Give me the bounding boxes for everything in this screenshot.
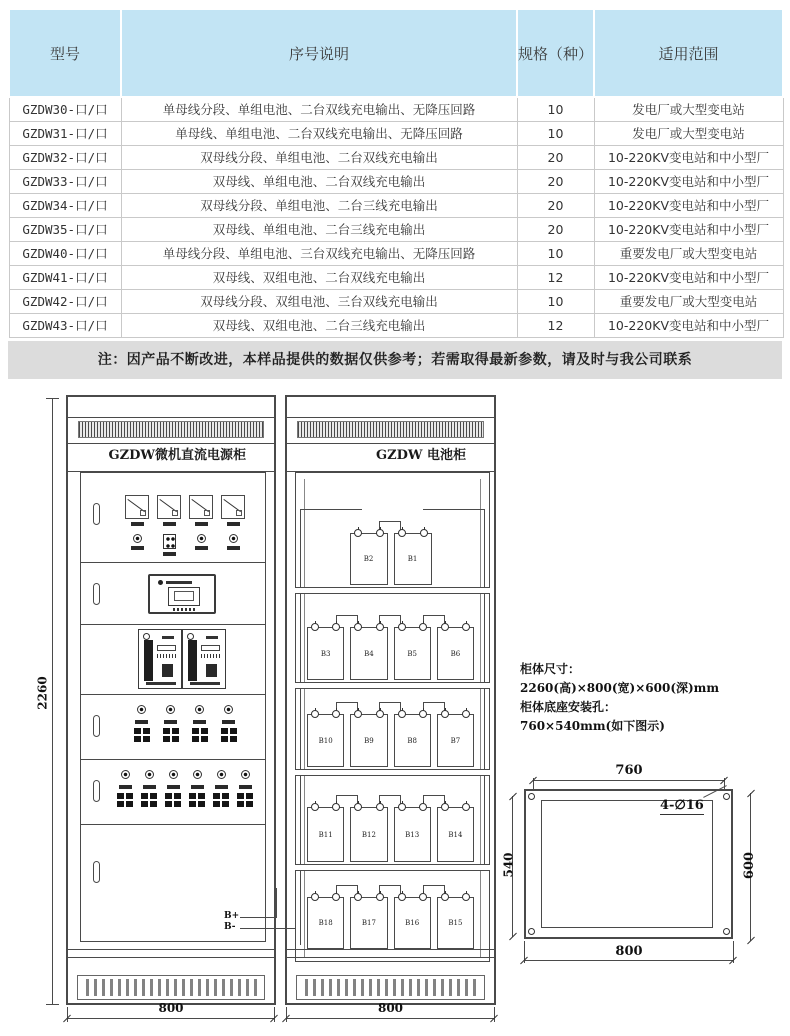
- cabinet-size-info: [520, 660, 740, 736]
- table-cell-model: GZDW31-口/口: [9, 121, 121, 145]
- battery-terminal: [354, 893, 362, 901]
- breaker-block: [116, 792, 134, 808]
- dim-tick: [509, 933, 517, 941]
- module-slot: [146, 682, 176, 685]
- cabinet-top-line: [68, 417, 274, 418]
- table-row: [9, 265, 783, 289]
- battery-wire-top: [423, 509, 484, 510]
- breaker-unit: [212, 770, 230, 808]
- battery-terminal: [462, 803, 470, 811]
- indicator-icon: [169, 770, 178, 779]
- dim-tick: [46, 1004, 59, 1005]
- indicator-label-strip: [163, 552, 176, 556]
- base-grille: [296, 975, 485, 1000]
- breaker-block: [133, 727, 151, 743]
- indicator-icon: [224, 705, 233, 714]
- table-row: [9, 241, 783, 265]
- table-cell-scope: 重要发电厂或大型变电站: [594, 241, 783, 265]
- mounting-base-inner: [541, 800, 713, 928]
- shelf-board: [295, 587, 490, 594]
- battery-cabinet-title: GZDW 电池柜: [287, 443, 494, 472]
- battery-id-label: B4: [364, 649, 374, 658]
- battery-terminal: [398, 623, 406, 631]
- table-cell-desc: 双母线、单组电池、二台双线充电输出: [121, 169, 517, 193]
- door-handle: [93, 715, 100, 737]
- table-row: [9, 289, 783, 313]
- table-cell-scope: 重要发电厂或大型变电站: [594, 289, 783, 313]
- breaker-unit: [133, 705, 151, 743]
- battery-shelf: [307, 702, 474, 767]
- table-cell-model: GZDW42-口/口: [9, 289, 121, 313]
- battery-id-label: B18: [318, 919, 333, 927]
- battery-jumper-wire: [423, 615, 445, 624]
- label-strip: [164, 720, 177, 724]
- breaker-block: [188, 792, 206, 808]
- table-cell-model: GZDW41-口/口: [9, 265, 121, 289]
- battery-cell: [307, 807, 344, 862]
- breaker-unit: [236, 770, 254, 808]
- breaker-unit: [191, 705, 209, 743]
- breaker-block: [220, 727, 238, 743]
- indicator-label-strip: [195, 546, 208, 550]
- label-strip: [215, 785, 228, 789]
- battery-id-label: B8: [407, 736, 417, 745]
- battery-jumper-wire: [379, 885, 401, 894]
- monitor-screen: [168, 587, 200, 606]
- bus-positive-wire: [276, 888, 277, 918]
- indicator-icon: [166, 705, 175, 714]
- battery-terminal: [419, 623, 427, 631]
- table-cell-model: GZDW30-口/口: [9, 97, 121, 121]
- table-cell-scope: 10-220KV变电站和中小型厂: [594, 313, 783, 337]
- bus-negative-label: B-: [224, 922, 236, 932]
- table-cell-scope: 10-220KV变电站和中小型厂: [594, 145, 783, 169]
- battery-terminal: [441, 623, 449, 631]
- battery-shelf: [307, 517, 474, 585]
- dimension-line-800: [524, 960, 734, 961]
- info-line: 柜体底座安装孔：: [520, 700, 617, 714]
- battery-cell: [350, 897, 387, 949]
- table-cell-scope: 10-220KV变电站和中小型厂: [594, 193, 783, 217]
- mount-bottom-label: 800: [615, 944, 643, 959]
- meter-label-strip: [163, 522, 176, 526]
- bus-positive-wire: [240, 917, 277, 918]
- table-cell-desc: 双母线分段、单组电池、二台三线充电输出: [121, 193, 517, 217]
- analog-meter: [125, 495, 149, 526]
- dimension-line-height: [52, 398, 53, 1005]
- meter-dial: [157, 495, 181, 519]
- table-cell-spec: 20: [517, 217, 594, 241]
- table-row: [9, 145, 783, 169]
- battery-id-label: B17: [361, 919, 376, 927]
- cabinet-top-line: [287, 417, 494, 418]
- table-cell-desc: 双母线分段、双组电池、三台双线充电输出: [121, 289, 517, 313]
- table-cell-model: GZDW34-口/口: [9, 193, 121, 217]
- battery-terminal: [311, 710, 319, 718]
- battery-terminal: [398, 710, 406, 718]
- battery-jumper-wire: [423, 702, 445, 711]
- dimension-line-760: [533, 780, 725, 781]
- battery-terminal: [376, 623, 384, 631]
- door-handle: [93, 780, 100, 802]
- module-ticks: [201, 654, 220, 658]
- col-header-spec: 规格（种）: [517, 9, 594, 97]
- plinth-line: [68, 957, 274, 958]
- ventilation-grille: [297, 421, 484, 438]
- battery-cell: [437, 897, 474, 949]
- breaker-block: [140, 792, 158, 808]
- dim-tick: [509, 793, 517, 801]
- indicator-icon: [197, 534, 206, 543]
- battery-jumper-wire: [336, 702, 358, 711]
- table-cell-scope: 10-220KV变电站和中小型厂: [594, 169, 783, 193]
- monitor-panel: [81, 563, 265, 625]
- breaker-panel-1: [81, 695, 265, 760]
- indicator-icon: [241, 770, 250, 779]
- indicator-lamp: [221, 534, 245, 556]
- battery-terminal: [332, 803, 340, 811]
- battery-shelf: [307, 615, 474, 680]
- table-header-row: [9, 9, 783, 97]
- charger-module: [182, 629, 226, 689]
- mount-top-label: 760: [615, 763, 643, 778]
- breaker-panel-2: [81, 760, 265, 825]
- battery-id-label: B2: [363, 555, 374, 563]
- battery-id-label: B9: [364, 736, 374, 745]
- battery-cell: [307, 627, 344, 680]
- table-cell-model: GZDW32-口/口: [9, 145, 121, 169]
- battery-terminal: [419, 893, 427, 901]
- battery-id-label: B6: [450, 649, 461, 658]
- table-row: [9, 169, 783, 193]
- battery-terminal: [398, 529, 406, 537]
- module-ticks: [157, 654, 176, 658]
- battery-id-label: B12: [361, 830, 376, 839]
- dimension-line-right-width: [286, 1018, 495, 1019]
- table-cell-scope: 10-220KV变电站和中小型厂: [594, 265, 783, 289]
- battery-terminal: [376, 529, 384, 537]
- breaker-unit: [140, 770, 158, 808]
- meter-panel: [81, 473, 265, 563]
- table-cell-desc: 双母线、单组电池、二台三线充电输出: [121, 217, 517, 241]
- battery-shelf: [307, 795, 474, 862]
- shelf-board: [295, 769, 490, 776]
- table-cell-spec: 12: [517, 265, 594, 289]
- table-cell-scope: 发电厂或大型变电站: [594, 97, 783, 121]
- note-bar: 注：因产品不断改进，本样品提供的数据仅供参考；若需取得最新参数，请及时与我公司联系: [8, 341, 782, 379]
- battery-terminal: [441, 803, 449, 811]
- table-cell-scope: 发电厂或大型变电站: [594, 121, 783, 145]
- power-cabinet: [66, 395, 276, 1005]
- meter-dial: [125, 495, 149, 519]
- mounting-hole: [528, 928, 535, 935]
- table-cell-model: GZDW33-口/口: [9, 169, 121, 193]
- mounting-hole: [528, 793, 535, 800]
- indicator-lamp: [125, 534, 149, 556]
- table-cell-model: GZDW40-口/口: [9, 241, 121, 265]
- label-strip: [193, 720, 206, 724]
- indicator-label-strip: [131, 546, 144, 550]
- plinth-line: [68, 949, 274, 950]
- breaker-block: [164, 792, 182, 808]
- battery-cabinet: [285, 395, 496, 1005]
- battery-terminal: [462, 893, 470, 901]
- label-strip: [143, 785, 156, 789]
- battery-jumper-wire: [423, 885, 445, 894]
- battery-id-label: B16: [405, 919, 420, 927]
- mount-right-label: 600: [742, 851, 758, 880]
- battery-terminal: [376, 710, 384, 718]
- battery-jumper-wire: [336, 615, 358, 624]
- charger-module: [138, 629, 182, 689]
- battery-terminal: [354, 529, 362, 537]
- table-row: [9, 121, 783, 145]
- indicator-icon: [163, 534, 176, 549]
- battery-id-label: B13: [405, 830, 420, 839]
- battery-jumper-wire: [379, 615, 401, 624]
- breaker-unit: [162, 705, 180, 743]
- shelf-board: [295, 682, 490, 689]
- battery-terminal: [332, 710, 340, 718]
- breaker-block: [162, 727, 180, 743]
- dim-tick: [46, 398, 59, 399]
- battery-cell: [350, 533, 388, 585]
- door-handle: [93, 861, 100, 883]
- dimension-line-left-width: [67, 1018, 275, 1019]
- battery-jumper-wire: [379, 702, 401, 711]
- breaker-unit: [188, 770, 206, 808]
- indicator-icon: [137, 705, 146, 714]
- table-row: [9, 97, 783, 121]
- table-cell-model: GZDW43-口/口: [9, 313, 121, 337]
- table-cell-desc: 单母线分段、单组电池、三台双线充电输出、无降压回路: [121, 241, 517, 265]
- battery-terminal: [398, 893, 406, 901]
- table-cell-desc: 双母线、双组电池、二台双线充电输出: [121, 265, 517, 289]
- table-cell-desc: 双母线、双组电池、二台三线充电输出: [121, 313, 517, 337]
- monitor-display: [148, 574, 216, 614]
- breaker-unit: [220, 705, 238, 743]
- battery-terminal: [332, 623, 340, 631]
- battery-cell: [350, 627, 387, 680]
- base-grille: [77, 975, 265, 1000]
- indicator-icon: [195, 705, 204, 714]
- col-header-scope: 适用范围: [594, 9, 783, 97]
- battery-jumper-wire: [336, 885, 358, 894]
- col-header-model: 型号: [9, 9, 121, 97]
- battery-id-label: B7: [450, 736, 461, 745]
- blank-door-panel: [81, 825, 265, 941]
- table-cell-spec: 20: [517, 169, 594, 193]
- info-line: 2260(高)×800(宽)×600(深)mm: [520, 681, 720, 695]
- battery-id-label: B14: [448, 830, 463, 839]
- table-cell-spec: 10: [517, 97, 594, 121]
- plinth-line: [287, 949, 494, 950]
- breaker-block: [212, 792, 230, 808]
- battery-jumper-wire: [423, 795, 445, 804]
- indicator-icon: [193, 770, 202, 779]
- indicator-icon: [121, 770, 130, 779]
- technical-drawing: [0, 388, 790, 1036]
- battery-id-label: B5: [407, 649, 417, 658]
- battery-terminal: [462, 710, 470, 718]
- table-cell-model: GZDW35-口/口: [9, 217, 121, 241]
- label-strip: [191, 785, 204, 789]
- door-handle: [93, 583, 100, 605]
- battery-terminal: [419, 710, 427, 718]
- table-cell-spec: 20: [517, 145, 594, 169]
- right-width-label: 800: [377, 1001, 404, 1015]
- battery-terminal: [311, 893, 319, 901]
- breaker-unit: [116, 770, 134, 808]
- battery-cell: [437, 714, 474, 767]
- indicator-label-strip: [227, 546, 240, 550]
- breaker-block: [191, 727, 209, 743]
- battery-cell: [394, 807, 431, 862]
- ventilation-grille: [78, 421, 264, 438]
- battery-id-label: B11: [318, 830, 333, 839]
- info-line: 760×540mm(如下图示): [520, 719, 665, 733]
- module-screen: [201, 645, 220, 651]
- analog-meter: [157, 495, 181, 526]
- shelf-board: [295, 864, 490, 871]
- table-row: [9, 313, 783, 337]
- indicator-icon: [145, 770, 154, 779]
- meter-dial: [189, 495, 213, 519]
- meter-label-strip: [195, 522, 208, 526]
- meter-label-strip: [227, 522, 240, 526]
- battery-wire-top: [300, 509, 362, 510]
- power-cabinet-title: GZDW微机直流电源柜: [68, 443, 274, 472]
- module-switch: [162, 664, 173, 677]
- battery-terminal: [376, 803, 384, 811]
- bus-negative-wire: [295, 928, 296, 962]
- battery-cell: [394, 714, 431, 767]
- charger-module-panel: [81, 625, 265, 695]
- spec-table: [8, 8, 784, 338]
- module-switch: [206, 664, 217, 677]
- battery-terminal: [420, 529, 428, 537]
- module-vent: [206, 636, 218, 639]
- battery-terminal: [398, 803, 406, 811]
- mount-left-label: 540: [501, 852, 516, 878]
- label-strip: [239, 785, 252, 789]
- plinth-line: [287, 957, 494, 958]
- battery-wire-left: [300, 509, 301, 945]
- battery-cell: [394, 627, 431, 680]
- mounting-hole: [723, 793, 730, 800]
- battery-wire-right: [484, 509, 485, 869]
- battery-terminal: [376, 893, 384, 901]
- table-row: [9, 217, 783, 241]
- indicator-icon: [217, 770, 226, 779]
- analog-meter: [189, 495, 213, 526]
- label-strip: [119, 785, 132, 789]
- meter-dial: [221, 495, 245, 519]
- module-bar: [144, 640, 153, 681]
- breaker-block: [236, 792, 254, 808]
- door-handle: [93, 503, 100, 525]
- battery-terminal: [354, 623, 362, 631]
- battery-cell: [350, 714, 387, 767]
- module-screen: [157, 645, 176, 651]
- table-cell-spec: 10: [517, 121, 594, 145]
- battery-cell: [437, 627, 474, 680]
- module-bar: [188, 640, 197, 681]
- dim-tick: [747, 937, 755, 945]
- battery-id-label: B10: [318, 736, 333, 745]
- battery-cell: [350, 807, 387, 862]
- indicator-lamp: [189, 534, 213, 556]
- indicator-icon: [133, 534, 142, 543]
- mounting-hole: [723, 928, 730, 935]
- table-cell-desc: 单母线、单组电池、二台双线充电输出、无降压回路: [121, 121, 517, 145]
- bus-negative-wire: [240, 928, 296, 929]
- battery-id-label: B3: [320, 649, 331, 658]
- battery-shelf: [307, 885, 474, 949]
- breaker-unit: [164, 770, 182, 808]
- module-vent: [162, 636, 174, 639]
- battery-terminal: [311, 623, 319, 631]
- meter-label-strip: [131, 522, 144, 526]
- height-dim-label: 2260: [35, 676, 50, 710]
- battery-terminal: [441, 893, 449, 901]
- analog-meter: [221, 495, 245, 526]
- battery-terminal: [462, 623, 470, 631]
- table-cell-spec: 10: [517, 241, 594, 265]
- module-slot: [190, 682, 220, 685]
- indicator-icon: [229, 534, 238, 543]
- battery-cell: [394, 897, 431, 949]
- table-cell-desc: 双母线分段、单组电池、二台双线充电输出: [121, 145, 517, 169]
- table-cell-scope: 10-220KV变电站和中小型厂: [594, 217, 783, 241]
- battery-terminal: [354, 803, 362, 811]
- col-header-description: 序号说明: [121, 9, 517, 97]
- battery-terminal: [354, 710, 362, 718]
- battery-jumper-wire: [379, 795, 401, 804]
- battery-cell: [394, 533, 432, 585]
- battery-terminal: [311, 803, 319, 811]
- label-strip: [222, 720, 235, 724]
- dim-tick: [747, 790, 755, 798]
- battery-cell: [437, 807, 474, 862]
- label-strip: [135, 720, 148, 724]
- battery-terminal: [332, 893, 340, 901]
- battery-terminal: [419, 803, 427, 811]
- power-cabinet-door: [80, 472, 266, 942]
- table-row: [9, 193, 783, 217]
- table-cell-spec: 12: [517, 313, 594, 337]
- battery-terminal: [441, 710, 449, 718]
- left-width-label: 800: [158, 1001, 184, 1015]
- battery-id-label: B1: [407, 555, 418, 563]
- table-cell-spec: 20: [517, 193, 594, 217]
- info-line: 柜体尺寸：: [520, 662, 581, 676]
- battery-cell: [307, 714, 344, 767]
- battery-cell: [307, 897, 344, 949]
- table-cell-spec: 10: [517, 289, 594, 313]
- bus-positive-label: B+: [224, 911, 240, 921]
- label-strip: [167, 785, 180, 789]
- hole-callout: 4-∅16: [660, 798, 704, 813]
- table-cell-desc: 单母线分段、单组电池、二台双线充电输出、无降压回路: [121, 97, 517, 121]
- selector-switch: [157, 534, 181, 556]
- battery-id-label: B15: [448, 919, 463, 927]
- battery-jumper-wire: [336, 795, 358, 804]
